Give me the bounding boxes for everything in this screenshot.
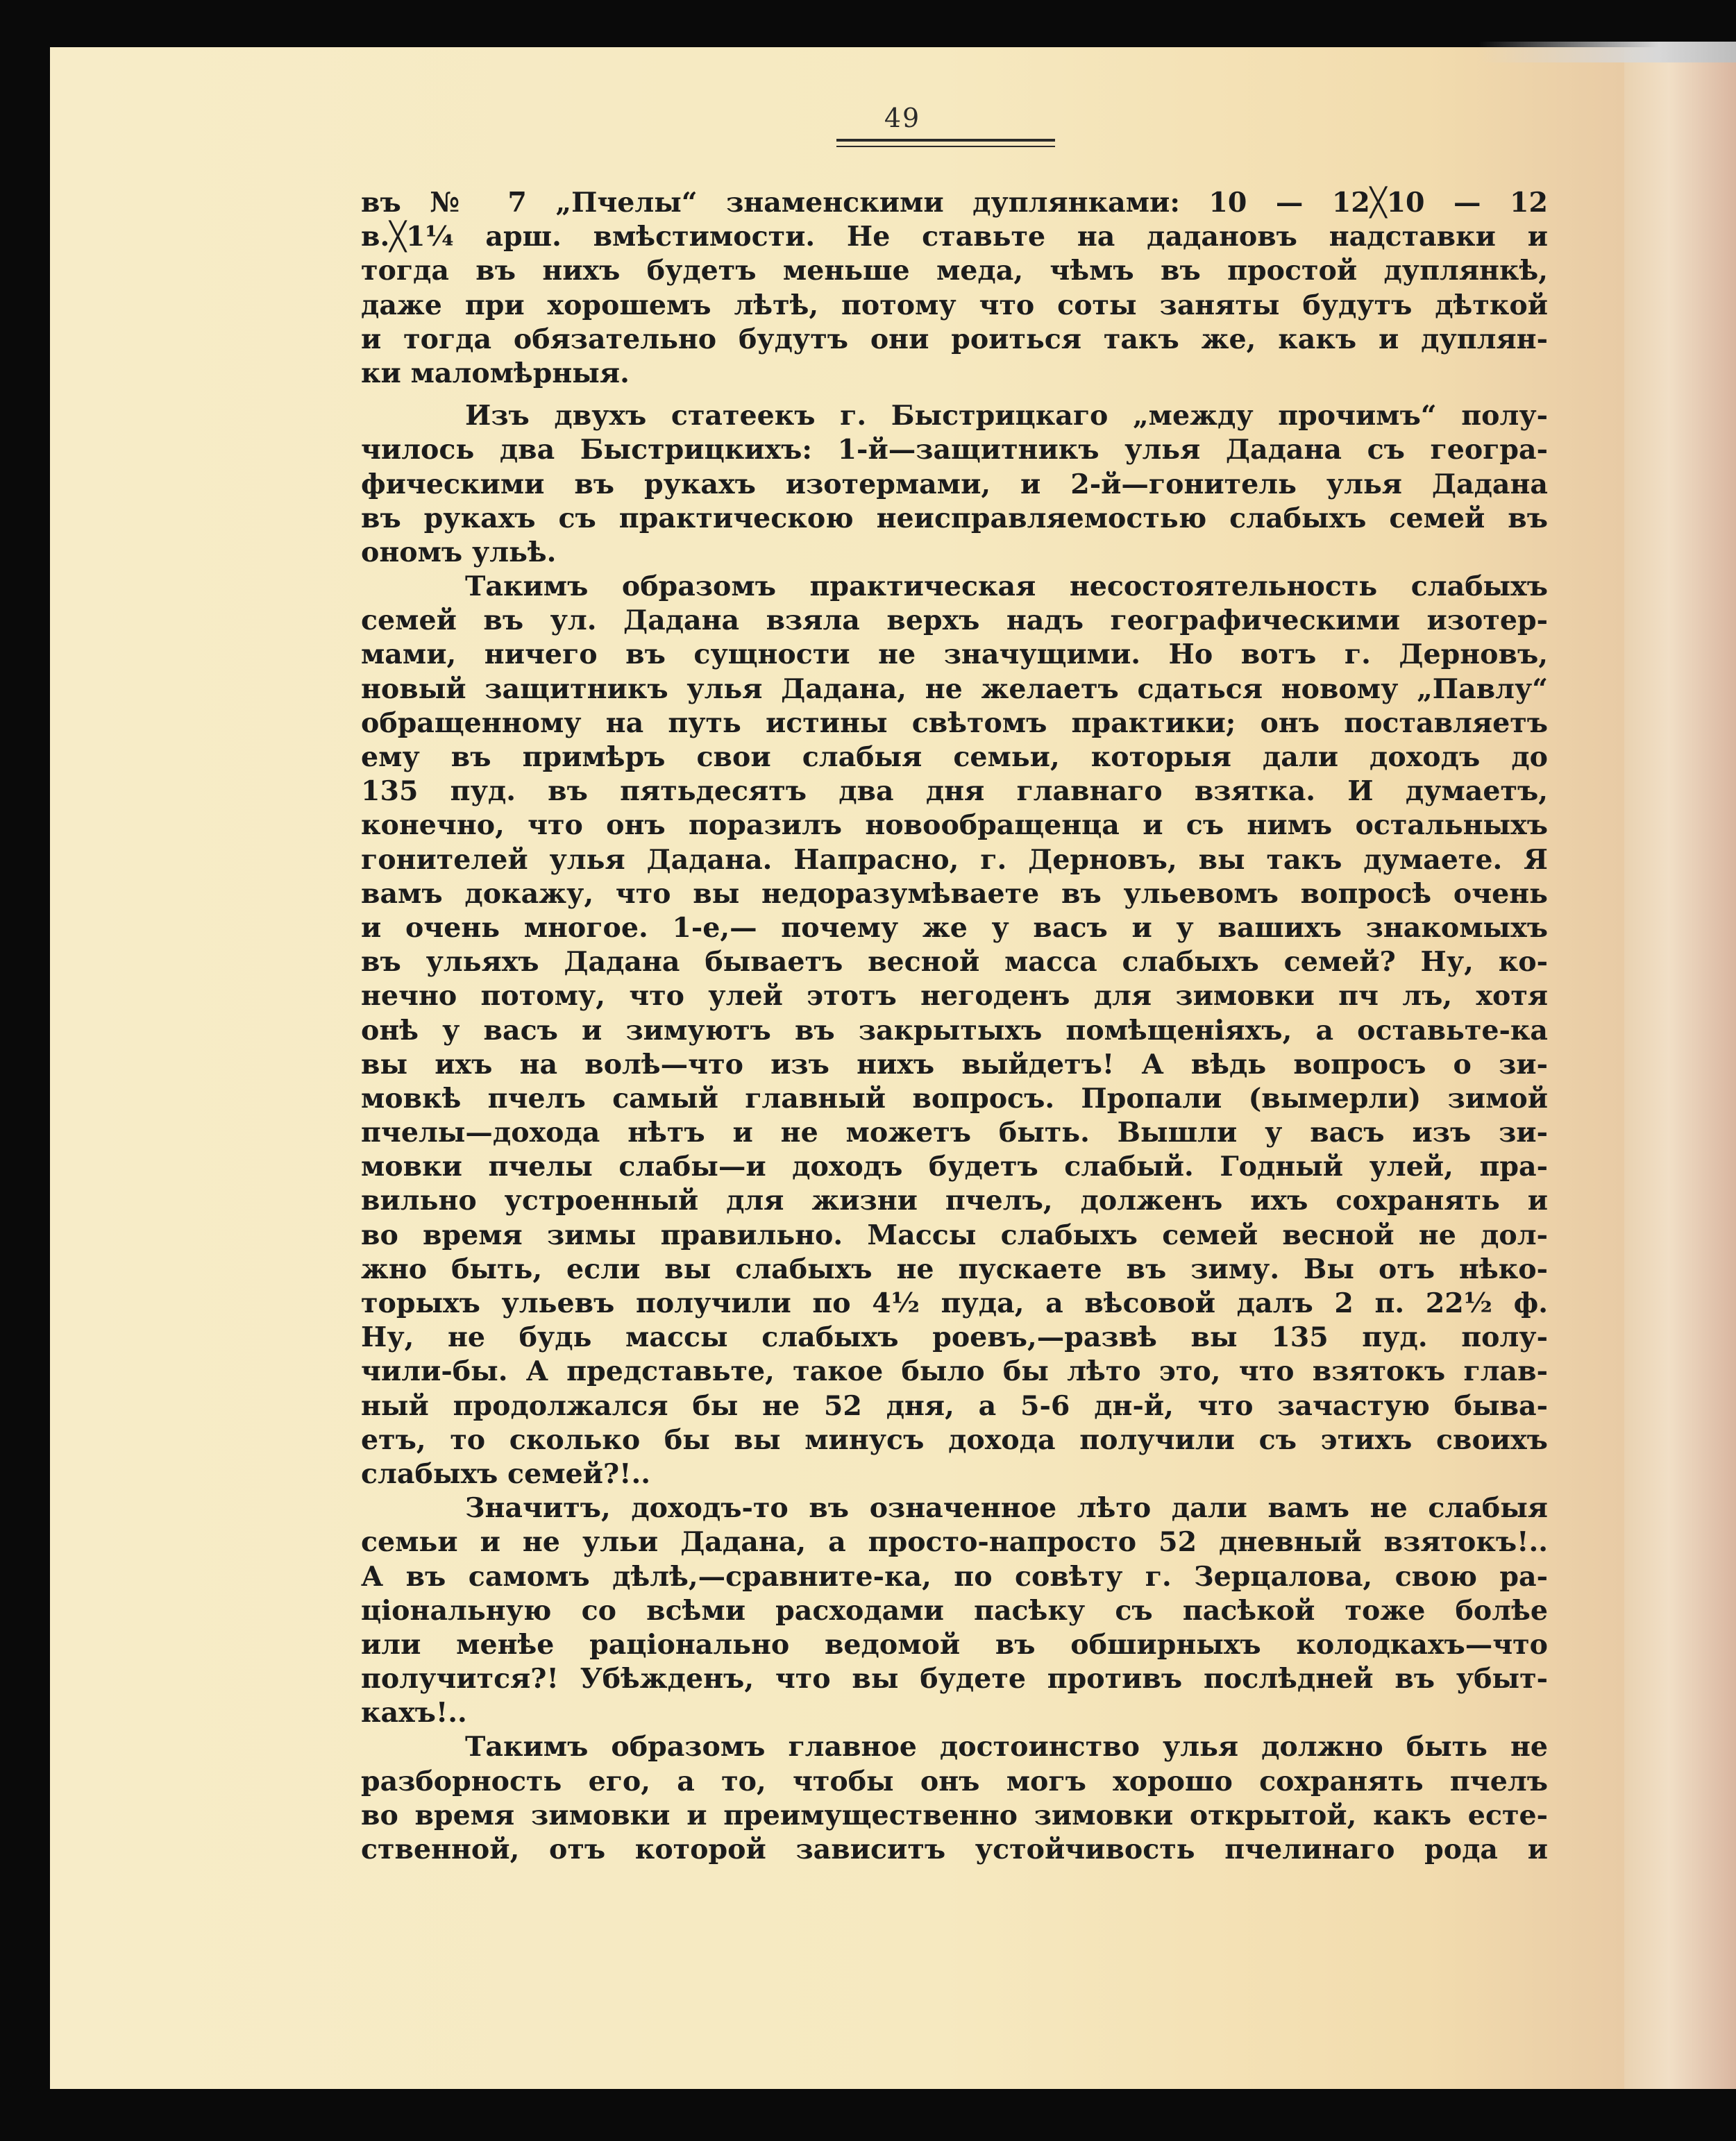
text-line: фическими въ рукахъ изотермами, и 2-й—гонитель улья Дадана xyxy=(361,468,1548,500)
text-line: пчелы—дохода нѣтъ и не можетъ быть. Вышли у васъ изъ зи- xyxy=(361,1117,1548,1149)
text-line: или менѣе раціонально ведомой въ обширныхъ колодкахъ—что xyxy=(361,1628,1548,1661)
text-line: етъ, то сколько бы вы минусъ дохода получили съ этихъ своихъ xyxy=(361,1423,1548,1456)
scan-border-bottom xyxy=(0,2089,1736,2141)
body-text xyxy=(361,186,1548,1867)
text-line: Такимъ образомъ практическая несостоятельность слабыхъ xyxy=(465,570,1548,603)
text-line: новый защитникъ улья Дадана, не желаетъ сдаться новому „Павлу“ xyxy=(361,672,1548,705)
text-line: ономъ ульѣ. xyxy=(361,536,557,568)
text-line: чили-бы. А представьте, такое было бы лѣто это, что взятокъ глав- xyxy=(361,1355,1548,1388)
text-line: ки маломѣрныя. xyxy=(361,357,630,389)
text-line: ціональную со всѣми расходами пасѣку съ пасѣкой тоже болѣе xyxy=(361,1594,1548,1627)
text-line: семей въ ул. Дадана взяла верхъ надъ географическими изотер- xyxy=(361,604,1548,637)
text-line: въ рукахъ съ практическою неисправляемостью слабыхъ семей въ xyxy=(361,502,1548,534)
scan-border-left xyxy=(0,0,50,2141)
text-line: ственной, отъ которой зависитъ устойчивость пчелинаго рода и xyxy=(361,1834,1548,1865)
text-line: даже при хорошемъ лѣтѣ, потому что соты заняты будутъ дѣткой xyxy=(361,289,1548,321)
text-line: семьи и не ульи Дадана, а просто-напросто 52 дневный взятокъ!.. xyxy=(361,1526,1548,1559)
text-line: торыхъ ульевъ получили по 4½ пуда, а вѣсовой далъ 2 п. 22½ ф. xyxy=(361,1287,1548,1319)
text-line: Ну, не будь массы слабыхъ роевъ,—развѣ вы 135 пуд. полу- xyxy=(361,1321,1548,1354)
text-line: ный продолжался бы не 52 дня, а 5-6 дн-й, что зачастую быва- xyxy=(361,1389,1548,1422)
text-line: и тогда обязательно будутъ они роиться такъ же, какъ и дуплян- xyxy=(361,323,1548,355)
text-line: в.╳1¼ арш. вмѣстимости. Не ставьте на дадановъ надставки и xyxy=(361,221,1548,253)
text-line: Значитъ, доходъ-то въ означенное лѣто дали вамъ не слабыя xyxy=(465,1492,1548,1525)
page-number: 49 xyxy=(884,103,921,133)
text-line: гонителей улья Дадана. Напрасно, г. Дерновъ, вы такъ думаете. Я xyxy=(361,843,1548,876)
page-fold-edge xyxy=(1624,47,1736,2089)
text-line: конечно, что онъ поразилъ новообращенца и съ нимъ остальныхъ xyxy=(361,809,1548,842)
text-line: и очень многое. 1-е,— почему же у васъ и у вашихъ знакомыхъ xyxy=(361,911,1548,944)
text-line: получится?! Убѣжденъ, что вы будете противъ послѣдней въ убыт- xyxy=(361,1663,1548,1695)
text-line: вамъ докажу, что вы недоразумѣваете въ ульевомъ вопросѣ очень xyxy=(361,877,1548,910)
text-line: кахъ!.. xyxy=(361,1697,467,1729)
text-line: въ ульяхъ Дадана бываетъ весной масса слабыхъ семей? Ну, ко- xyxy=(361,946,1548,979)
page-corner-highlight xyxy=(1478,42,1736,62)
text-line: Такимъ образомъ главное достоинство улья должно быть не xyxy=(465,1731,1548,1763)
text-line: обращенному на путь истины свѣтомъ практики; онъ поставляетъ xyxy=(361,706,1548,739)
paragraph-gap xyxy=(361,391,1548,399)
header-rule-thin xyxy=(836,146,1055,147)
text-line: разборность его, а то, чтобы онъ могъ хорошо сохранять пчелъ xyxy=(361,1765,1548,1797)
text-line: въ № 7 „Пчелы“ знаменскими дуплянками: 10 — 12╳10 — 12 xyxy=(361,187,1548,219)
text-line: тогда въ нихъ будетъ меньше меда, чѣмъ въ простой дуплянкѣ, xyxy=(361,255,1548,287)
text-line: мовки пчелы слабы—и доходъ будетъ слабый. Годный улей, пра- xyxy=(361,1151,1548,1183)
text-line: во время зимовки и преимущественно зимовки открытой, какъ есте- xyxy=(361,1799,1548,1831)
header-rule-thick xyxy=(836,139,1055,142)
scan-border-top xyxy=(0,0,1736,47)
text-line: онѣ у васъ и зимуютъ въ закрытыхъ помѣщеніяхъ, а оставьте-ка xyxy=(361,1014,1548,1047)
text-line: вы ихъ на волѣ—что изъ нихъ выйдетъ! А вѣдь вопросъ о зи- xyxy=(361,1048,1548,1081)
text-line: нечно потому, что улей этотъ негоденъ для зимовки пч лъ, хотя xyxy=(361,980,1548,1013)
text-line: 135 пуд. въ пятьдесятъ два дня главнаго взятка. И думаетъ, xyxy=(361,775,1548,808)
text-line: мовкѣ пчелъ самый главный вопросъ. Пропали (вымерли) зимой xyxy=(361,1082,1548,1115)
text-line: слабыхъ семей?!.. xyxy=(361,1457,650,1490)
text-line: Изъ двухъ статеекъ г. Быстрицкаго „между прочимъ“ полу- xyxy=(465,400,1548,432)
text-line: мами, ничего въ сущности не значущими. Но вотъ г. Дерновъ, xyxy=(361,638,1548,671)
text-line: вильно устроенный для жизни пчелъ, долженъ ихъ сохранять и xyxy=(361,1185,1548,1217)
text-line: во время зимы правильно. Массы слабыхъ семей весной не дол- xyxy=(361,1219,1548,1251)
text-line: чилось два Быстрицкихъ: 1-й—защитникъ улья Дадана съ геогра- xyxy=(361,434,1548,466)
text-line: А въ самомъ дѣлѣ,—сравните-ка, по совѣту г. Зерцалова, свою ра- xyxy=(361,1560,1548,1593)
text-line: жно быть, если вы слабыхъ не пускаете въ зиму. Вы отъ нѣко- xyxy=(361,1253,1548,1285)
text-line: ему въ примѣръ свои слабыя семьи, которыя дали доходъ до xyxy=(361,741,1548,773)
